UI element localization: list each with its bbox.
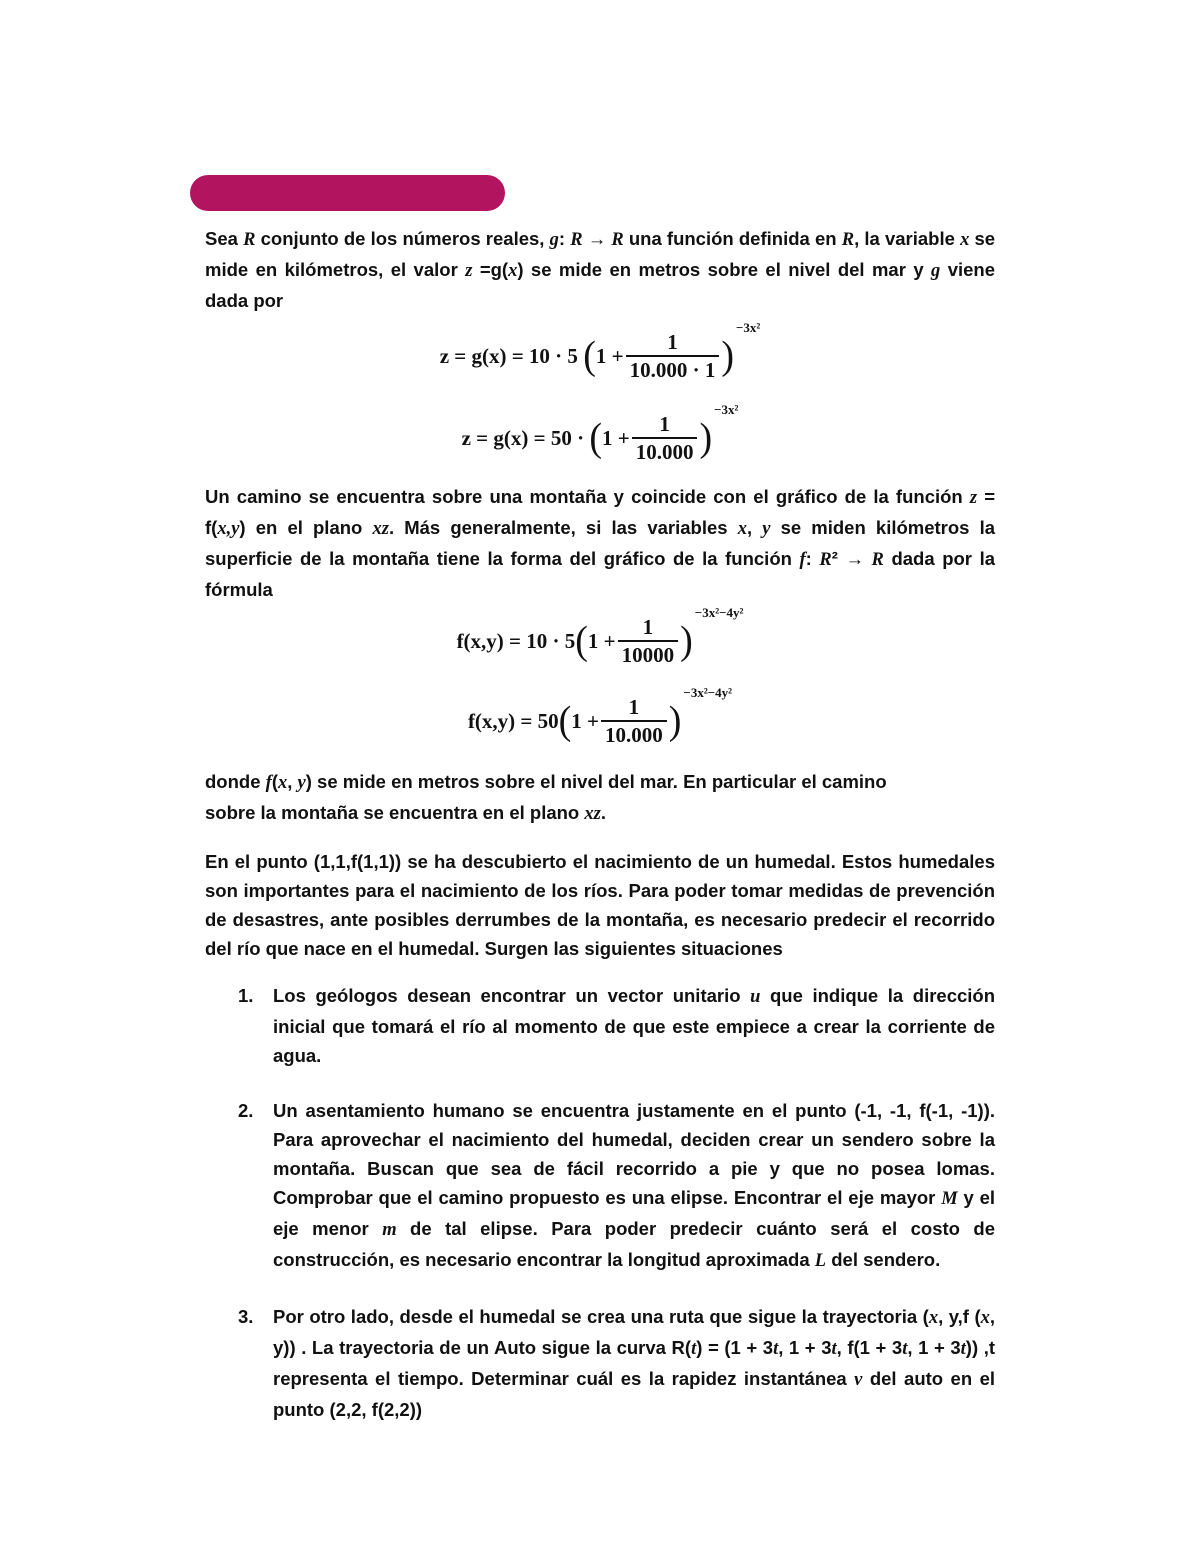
equation-f-2: f(x,y) = 50 ( 1 + $\frac{1}{10.000}$ ) −3x²−4y² <box>467 685 733 747</box>
humedal-paragraph: En el punto (1,1,f(1,1)) se ha descubierto el nacimiento de un humedal. Estos humedales son importantes para el nacimiento de los ríos. Para poder tomar medidas de prevención de desastres, ante posibles derrumbes de la montaña, es necesario predecir el recorrido del río que nace en el humedal. Surgen las siguientes situaciones <box>205 851 995 959</box>
equation-g-2: z = g(x) = 50 · ( 1 + $\frac{1}{10.000}$ ) −3x² <box>461 402 739 464</box>
list-item: 1. Los geólogos desean encontrar un vector unitario u que indique la dirección inicial que tomará el río al momento de que este empiece a crear la corriente de agua. <box>238 985 996 1066</box>
list-item: 3. Por otro lado, desde el humedal se crea una ruta que sigue la trayectoria (x, y,f (x, y)) . La trayectoria de un Auto sigue la curva R(t) = (1 + 3t, 1 + 3t, f(1 + 3t, 1 + 3t)) ,t representa el tiempo. Determinar cuál es la rapidez instantánea v del auto en el punto (2,2, f(2,2)) <box>238 1306 996 1420</box>
equation-f-1: f(x,y) = 10 · 5 ( 1 + $\frac{1}{10000}$ ) −3x²−4y² <box>456 605 744 667</box>
intro-paragraph: Sea R conjunto de los números reales, g: R → R una función definida en R, la variable x se mide en kilómetros, el valor z =g(x) se mide en metros sobre el nivel del mar y g viene dada por <box>205 228 996 311</box>
list-item: 2. Un asentamiento humano se encuentra justamente en el punto (-1, -1, f(-1, -1)). Para aprovechar el nacimiento del humedal, deciden crear un sendero sobre la montaña. Buscan que sea de fácil recorrido a pie y que no posea lomas. Comprobar que el camino propuesto es una elipse. Encontrar el eje mayor M y el eje menor m de tal elipse. Para poder predecir cuánto será el costo de construcción, es necesario encontrar la longitud aproximada L del sendero. <box>238 1100 996 1271</box>
path-paragraph: Un camino se encuentra sobre una montaña y coincide con el gráfico de la función z = f(x,y) en el plano xz. Más generalmente, si las variables x, y se miden kilómetros la superficie de la montaña tiene la forma del gráfico de la función f: R² → R dada por la fórmula <box>205 486 996 600</box>
redaction-bar <box>190 175 505 211</box>
situations-list <box>240 981 995 1424</box>
equation-g-1: z = g(x) = 10 · 5 ( 1 + $\frac{1}{10.000 \cdot 1}$ ) −3x² <box>439 320 761 382</box>
donde-paragraph: donde f(x, y) se mide en metros sobre el nivel del mar. En particular el camino sobre la montaña se encuentra en el plano xz. <box>205 771 887 824</box>
